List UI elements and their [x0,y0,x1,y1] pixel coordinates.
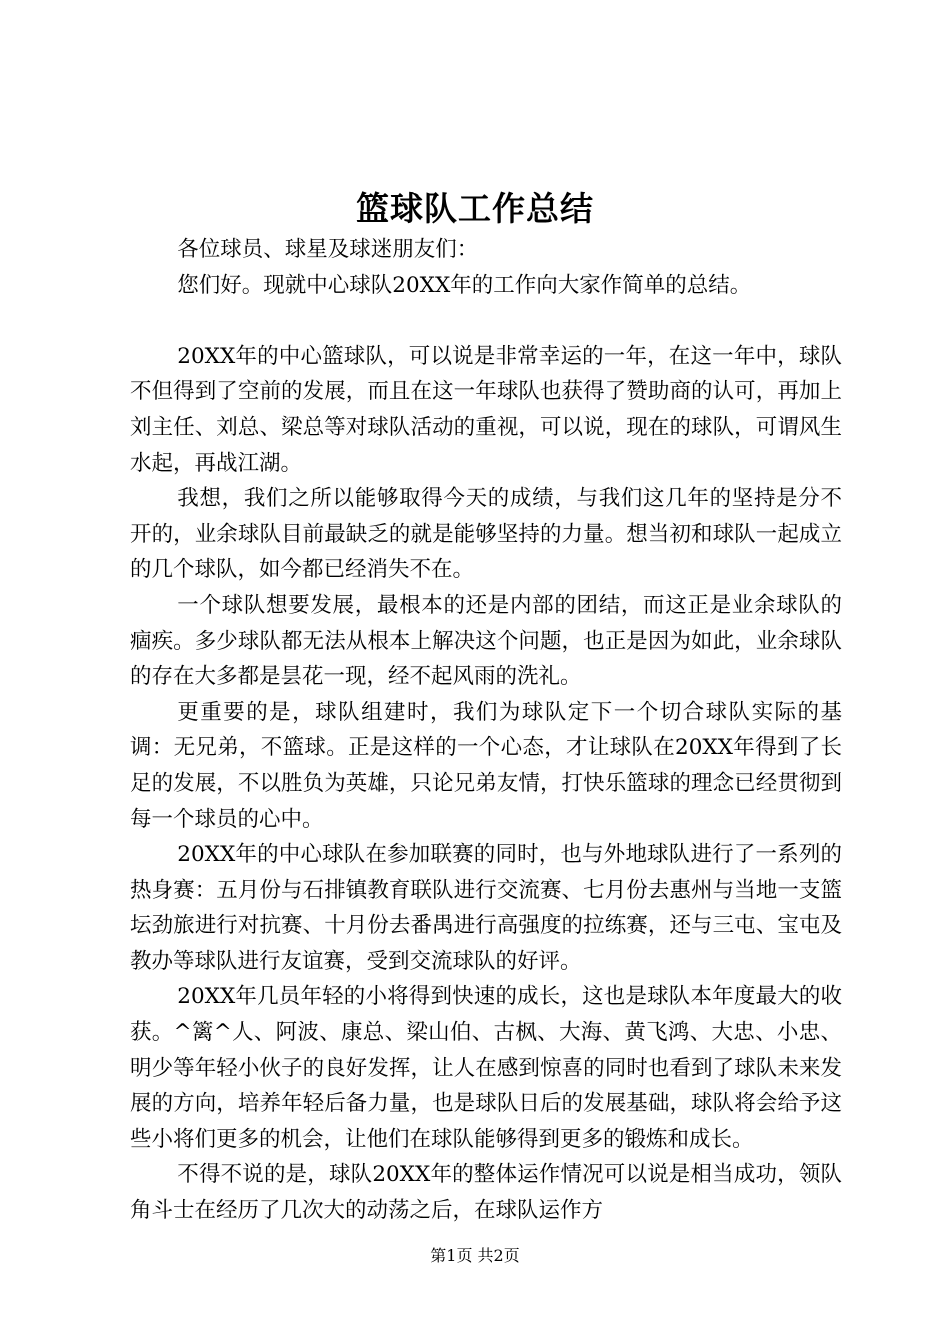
page-number-footer: 第1页 共2页 [430,1246,520,1265]
paragraph-1: 20XX年的中心篮球队，可以说是非常幸运的一年，在这一年中，球队不但得到了空前的发展，而且在这一年球队也获得了赞助商的认可，再加上刘主任、刘总、梁总等对球队活动的重视，可以说，现在的球队，可谓风生水起，再战江湖。 [130,343,842,476]
intro-line: 您们好。现就中心球队20XX年的工作向大家作简单的总结。 [177,272,752,298]
paragraph-4: 更重要的是，球队组建时，我们为球队定下一个切合球队实际的基调：无兄弟，不篮球。正是这样的一个心态，才让球队在20XX年得到了长足的发展，不以胜负为英雄，只论兄弟友情，打快乐篮球的理念已经贯彻到每一个球员的心中。 [130,699,842,832]
greeting-line: 各位球员、球星及球迷朋友们： [177,237,479,262]
paragraph-6: 20XX年几员年轻的小将得到快速的成长，这也是球队本年度最大的收获。^篱^人、阿波、康总、梁山伯、古枫、大海、黄飞鸿、大忠、小忠、明少等年轻小伙子的良好发挥，让人在感到惊喜的同时也看到了球队未来发展的方向，培养年轻后备力量，也是球队日后的发展基础，球队将会给予这些小将们更多的机会，让他们在球队能够得到更多的锻炼和成长。 [130,984,842,1152]
blank-line [130,303,842,339]
document-title: 篮球队工作总结 [356,189,594,228]
document-body [130,232,842,1229]
paragraph-7: 不得不说的是，球队20XX年的整体运作情况可以说是相当成功，领队角斗士在经历了几次大的动荡之后，在球队运作方 [130,1162,842,1224]
paragraph-2: 我想，我们之所以能够取得今天的成绩，与我们这几年的坚持是分不开的，业余球队目前最缺乏的就是能够坚持的力量。想当初和球队一起成立的几个球队，如今都已经消失不在。 [130,486,842,583]
paragraph-5: 20XX年的中心球队在参加联赛的同时，也与外地球队进行了一系列的热身赛：五月份与石排镇教育联队进行交流赛、七月份去惠州与当地一支篮坛劲旅进行对抗赛、十月份去番禺进行高强度的拉练赛，还与三屯、宝屯及教办等球队进行友谊赛，受到交流球队的好评。 [130,842,842,974]
paragraph-3: 一个球队想要发展，最根本的还是内部的团结，而这正是业余球队的痼疾。多少球队都无法从根本上解决这个问题，也正是因为如此，业余球队的存在大多都是昙花一现，经不起风雨的洗礼。 [130,592,842,690]
